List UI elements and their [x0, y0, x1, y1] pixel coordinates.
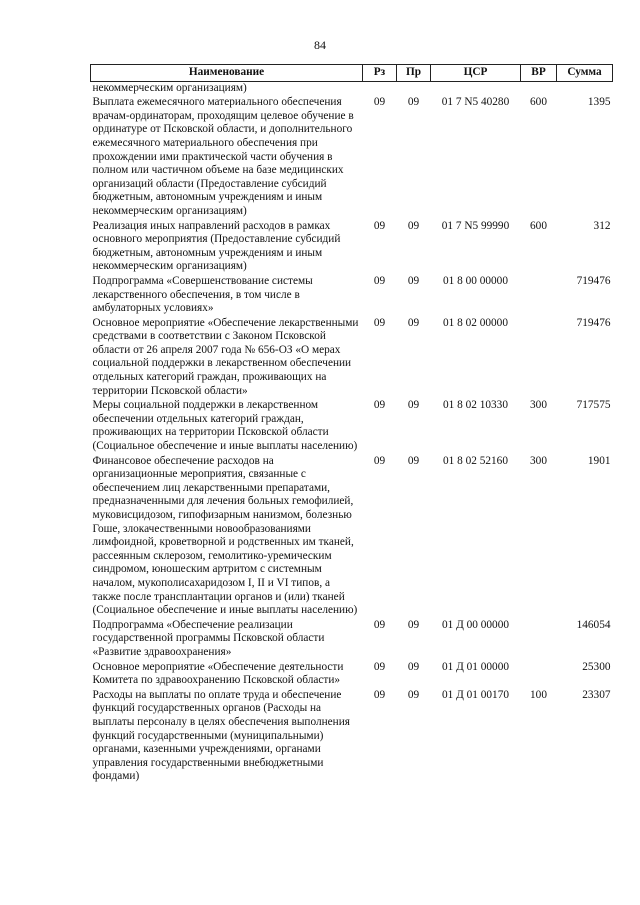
table-row — [91, 275, 613, 317]
cell-vr: 300 — [530, 454, 547, 467]
cell-csr — [431, 81, 521, 96]
page-number: 84 — [314, 38, 326, 52]
cell-vr: 100 — [530, 688, 547, 701]
cell-rz — [363, 81, 397, 96]
column-header-csr: ЦСР — [431, 65, 521, 82]
column-header-sum: Сумма — [557, 65, 613, 82]
cell-pr: 09 — [407, 316, 420, 329]
cell-name: некоммерческим организациям) — [92, 81, 247, 94]
cell-name: Реализация иных направлений расходов в рамках основного мероприятия (Предоставление субсидий бюджетным, автономным учреждениям и иным некоммерческим организациям) — [92, 219, 341, 273]
cell-sum — [557, 81, 613, 96]
cell-csr: 01 8 02 10330 — [443, 399, 508, 412]
cell-csr: 01 7 N5 99990 — [441, 219, 510, 232]
cell-vr: 300 — [530, 399, 547, 412]
cell-pr: 09 — [407, 219, 420, 232]
column-header-pr: Пр — [397, 65, 431, 82]
cell-rz: 09 — [373, 96, 386, 109]
table-row — [91, 619, 613, 661]
cell-rz: 09 — [373, 454, 386, 467]
cell-sum: 23307 — [582, 688, 611, 701]
cell-name: Выплата ежемесячного материального обеспечения врачам-ординаторам, проходящим целевое обучение в ординатуре от Псковской области, и дополнительного ежемесячного материального обеспечения при прохождении ими практической части обучения в полном или частичном объеме на базе медицинских организаций области (Предоставление субсидий бюджетным, автономным учреждениям и иным некоммерческим организациям) — [92, 96, 354, 217]
cell-csr: 01 8 00 00000 — [443, 274, 508, 287]
cell-vr: 600 — [530, 219, 547, 232]
cell-sum: 1395 — [587, 96, 611, 109]
cell-vr — [521, 275, 557, 317]
cell-name: Расходы на выплаты по оплате труда и обеспечение функций государственных органов (Расходы на выплаты персоналу в целях обеспечения выполнения функций государственными (муниципальными) органами, казенными учреждениями, органами управления государственными внебюджетными фондами) — [92, 688, 350, 783]
cell-csr: 01 8 02 52160 — [443, 454, 508, 467]
cell-rz: 09 — [373, 219, 386, 232]
cell-csr: 01 7 N5 40280 — [441, 96, 510, 109]
cell-csr: 01 Д 01 00000 — [441, 660, 509, 673]
cell-vr: 600 — [530, 96, 547, 109]
cell-pr: 09 — [407, 399, 420, 412]
table-row — [91, 455, 613, 619]
column-header-vr: ВР — [521, 65, 557, 82]
cell-rz: 09 — [373, 399, 386, 412]
column-header-name: Наименование — [91, 65, 363, 82]
cell-sum: 1901 — [587, 454, 611, 467]
cell-pr: 09 — [407, 618, 420, 631]
table-row — [91, 661, 613, 689]
table-row — [91, 689, 613, 785]
cell-pr: 09 — [407, 660, 420, 673]
cell-vr — [521, 661, 557, 689]
cell-rz: 09 — [373, 688, 386, 701]
cell-sum: 719476 — [576, 316, 611, 329]
cell-pr: 09 — [407, 274, 420, 287]
table-row — [91, 317, 613, 400]
cell-sum: 719476 — [576, 274, 611, 287]
cell-name: Основное мероприятие «Обеспечение деятельности Комитета по здравоохранению Псковской области» — [92, 660, 344, 687]
cell-csr: 01 8 02 00000 — [443, 316, 508, 329]
cell-name: Финансовое обеспечение расходов на организационные мероприятия, связанные с обеспечением лиц лекарственными препаратами, предназначенными для лечения больных гемофилией, муковисцидозом, гипофизарным нанизмом, болезнью Гоше, злокачественными новообразованиями лимфоидной, кроветворной и родственных им тканей, рассеянным склерозом, гемолитико-уремическим синдромом, юношеским артритом с системным началом, мукополисахаридозом I, II и VI типов, а также после трансплантации органов и (или) тканей (Социальное обеспечение и иные выплаты населению) — [92, 454, 358, 617]
cell-name: Подпрограмма «Совершенствование системы лекарственного обеспечения, в том числе в амбулаторных условиях» — [92, 274, 313, 315]
table-header-row — [91, 65, 613, 82]
cell-rz: 09 — [373, 618, 386, 631]
cell-sum: 717575 — [576, 399, 611, 412]
table-row — [91, 399, 613, 454]
budget-table — [90, 64, 613, 785]
cell-rz: 09 — [373, 274, 386, 287]
cell-csr: 01 Д 01 00170 — [441, 688, 509, 701]
cell-rz: 09 — [373, 660, 386, 673]
cell-name: Подпрограмма «Обеспечение реализации государственной программы Псковской области «Развитие здравоохранения» — [92, 618, 325, 658]
cell-name: Меры социальной поддержки в лекарственном обеспечении отдельных категорий граждан, проживающих на территории Псковской области (Социальное обеспечение и иные выплаты населению) — [92, 399, 358, 453]
table-row — [91, 96, 613, 219]
cell-sum: 25300 — [582, 660, 611, 673]
cell-sum: 146054 — [576, 618, 611, 631]
cell-name: Основное мероприятие «Обеспечение лекарственными средствами в соответствии с Законом Псковской области от 26 апреля 2007 года № 656-ОЗ «О мерах социальной поддержки в лекарственном обеспечении отдельных категорий граждан, проживающих на территории Псковской области» — [92, 316, 359, 397]
cell-vr — [521, 317, 557, 400]
cell-csr: 01 Д 00 00000 — [441, 618, 509, 631]
cell-vr — [521, 81, 557, 96]
table-row — [91, 220, 613, 275]
table-body — [91, 81, 613, 785]
cell-pr: 09 — [407, 454, 420, 467]
cell-vr — [521, 619, 557, 661]
table-row — [91, 81, 613, 96]
cell-rz: 09 — [373, 316, 386, 329]
cell-sum: 312 — [593, 219, 611, 232]
cell-pr: 09 — [407, 96, 420, 109]
cell-pr: 09 — [407, 688, 420, 701]
column-header-rz: Рз — [363, 65, 397, 82]
cell-pr — [397, 81, 431, 96]
